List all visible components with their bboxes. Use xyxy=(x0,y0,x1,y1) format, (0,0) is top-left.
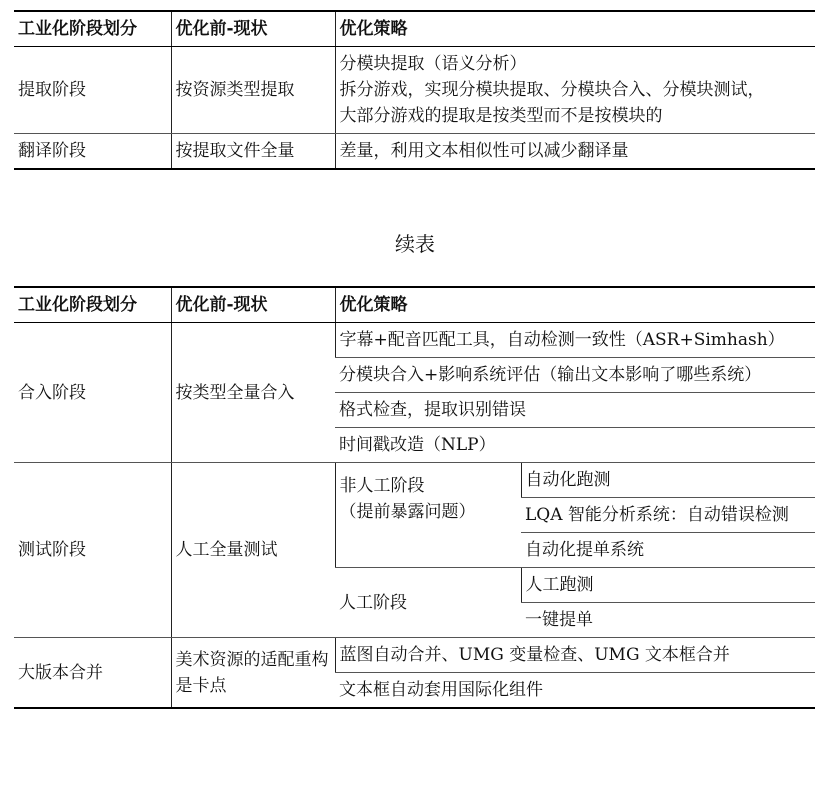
before-cell: 美术资源的适配重构是卡点 xyxy=(171,638,335,709)
before-cell: 按资源类型提取 xyxy=(171,47,335,134)
strategy-cell xyxy=(335,47,815,134)
table-row xyxy=(14,134,815,170)
stage-cell: 合入阶段 xyxy=(14,323,171,463)
header-stage: 工业化阶段划分 xyxy=(14,11,171,47)
optimization-table-part1 xyxy=(14,10,815,170)
strategy-line: 分模块提取（语义分析） xyxy=(339,54,527,74)
header-strategy: 优化策略 xyxy=(335,287,815,323)
header-stage: 工业化阶段划分 xyxy=(14,287,171,323)
strategy-cell: 自动化跑测 xyxy=(521,463,815,498)
strategy-cell: 一键提单 xyxy=(521,603,815,638)
header-strategy: 优化策略 xyxy=(335,11,815,47)
strategy-cell: 差量，利用文本相似性可以减少翻译量 xyxy=(335,134,815,170)
stage-cell: 提取阶段 xyxy=(14,47,171,134)
before-cell: 人工全量测试 xyxy=(171,463,335,638)
stage-cell: 大版本合并 xyxy=(14,638,171,709)
table-row xyxy=(14,463,815,498)
manual-stage-cell: 人工阶段 xyxy=(335,568,521,638)
strategy-cell: 字幕+配音匹配工具，自动检测一致性（ASR+Simhash） xyxy=(335,323,815,358)
strategy-line: 大部分游戏的提取是按类型而不是按模块的 xyxy=(339,106,663,126)
before-cell: 按提取文件全量 xyxy=(171,134,335,170)
strategy-cell: 分模块合入+影响系统评估（输出文本影响了哪些系统） xyxy=(335,358,815,393)
header-before: 优化前-现状 xyxy=(171,287,335,323)
strategy-cell: 时间戳改造（NLP） xyxy=(335,428,815,463)
non-manual-label: 非人工阶段 xyxy=(339,476,425,496)
strategy-line: 拆分游戏，实现分模块提取、分模块合入、分模块测试， xyxy=(339,80,765,100)
strategy-cell: 文本框自动套用国际化组件 xyxy=(335,673,815,709)
before-cell: 按类型全量合入 xyxy=(171,323,335,463)
non-manual-stage-cell xyxy=(335,463,521,568)
stage-cell: 测试阶段 xyxy=(14,463,171,638)
strategy-cell: 格式检查，提取识别错误 xyxy=(335,393,815,428)
strategy-cell: 蓝图自动合并、UMG 变量检查、UMG 文本框合并 xyxy=(335,638,815,673)
table-row xyxy=(14,323,815,358)
strategy-cell: 人工跑测 xyxy=(521,568,815,603)
optimization-table-part2 xyxy=(14,286,815,709)
strategy-cell: LQA 智能分析系统：自动错误检测 xyxy=(521,498,815,533)
strategy-cell: 自动化提单系统 xyxy=(521,533,815,568)
continued-caption: 续表 xyxy=(395,232,435,256)
table-row xyxy=(14,47,815,134)
stage-cell: 翻译阶段 xyxy=(14,134,171,170)
non-manual-note: （提前暴露问题） xyxy=(339,502,476,522)
header-before: 优化前-现状 xyxy=(171,11,335,47)
table-row xyxy=(14,638,815,673)
